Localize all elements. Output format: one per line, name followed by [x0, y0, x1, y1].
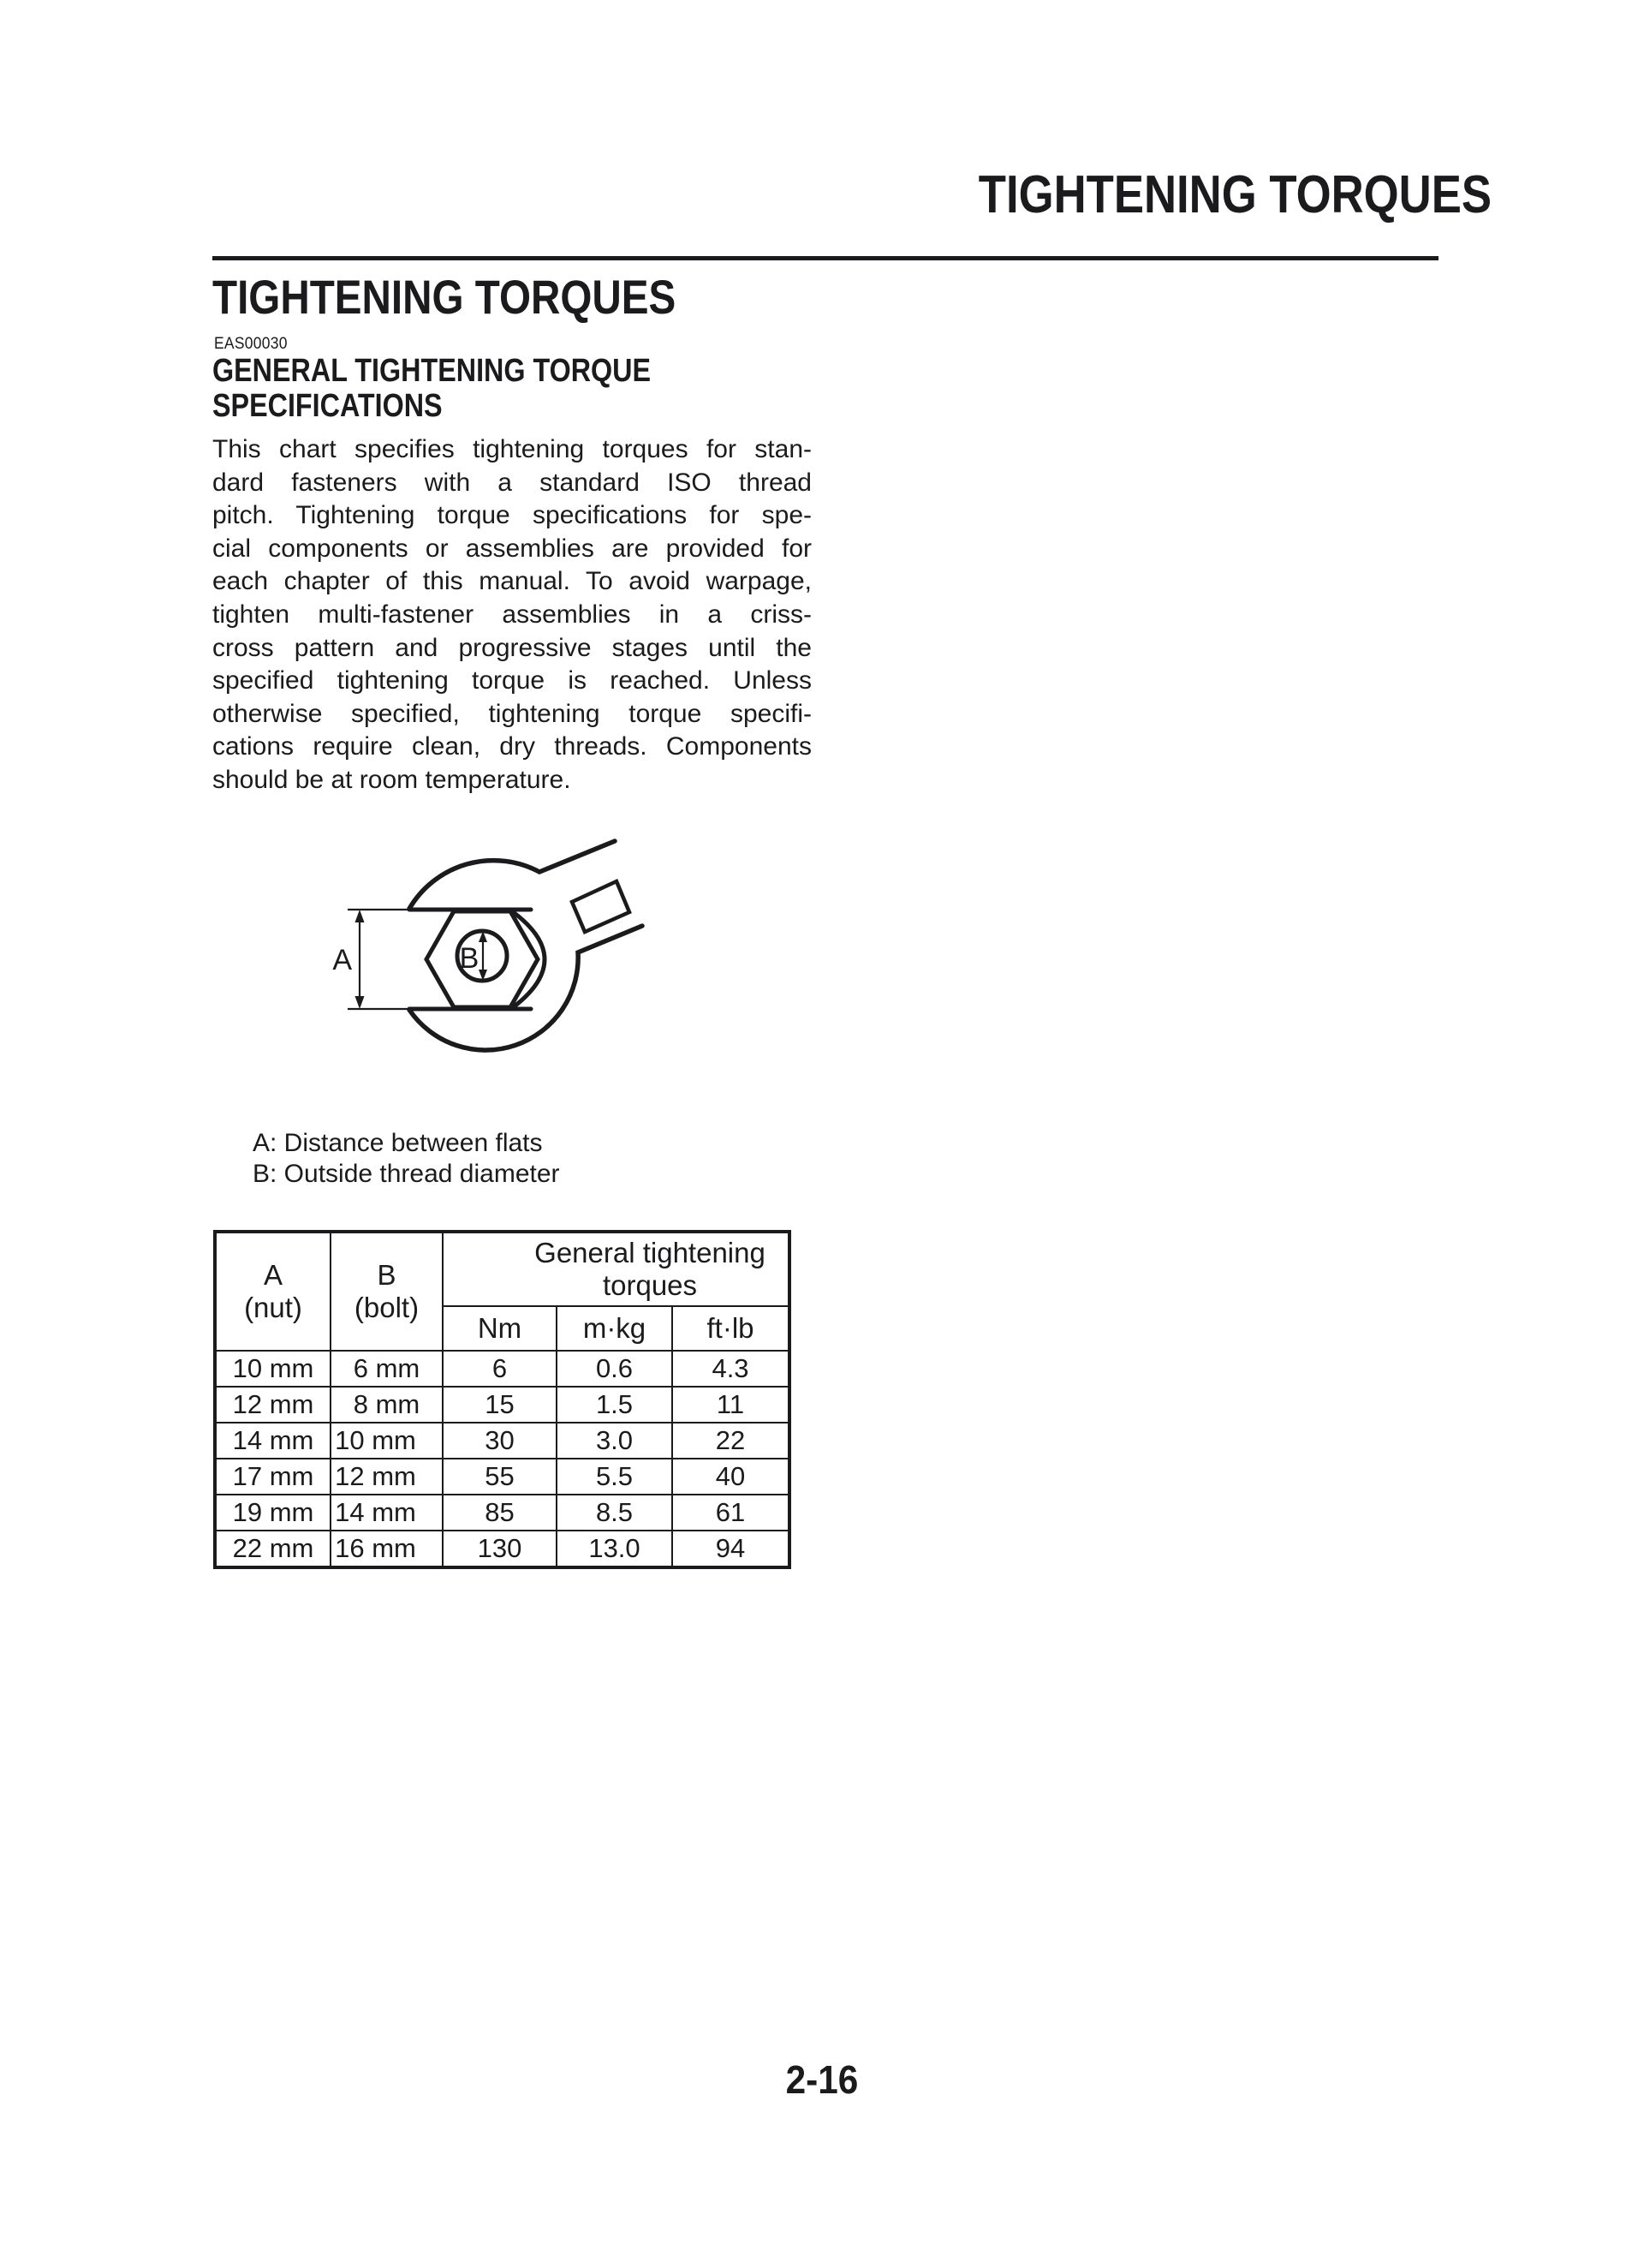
unit-header-ftlb: ft·lb [672, 1306, 789, 1351]
cell-mkg: 5.5 [557, 1459, 672, 1495]
table-row [215, 1423, 789, 1459]
group-header-general-tightening-torques [443, 1232, 789, 1306]
cell-ftlb: 4.3 [672, 1351, 789, 1387]
section-code: EAS00030 [214, 335, 288, 353]
table-header-row-1 [215, 1232, 789, 1306]
cell-nm: 85 [443, 1495, 557, 1531]
cell-nm: 30 [443, 1423, 557, 1459]
cell-a: 14 mm [215, 1423, 331, 1459]
cell-mkg: 3.0 [557, 1423, 672, 1459]
cell-b-value: 12 mm [335, 1461, 416, 1491]
page-number: 2-16 [785, 2057, 859, 2102]
col-header-b-line2: (bolt) [354, 1292, 420, 1323]
cell-b [331, 1459, 443, 1495]
torque-table [213, 1230, 791, 1569]
paragraph-line: tighten multi-fastener assemblies in a criss- [212, 600, 812, 629]
cell-nm: 15 [443, 1387, 557, 1423]
dim-label-b: B [459, 942, 480, 975]
cell-a: 12 mm [215, 1387, 331, 1423]
cell-a: 10 mm [215, 1351, 331, 1387]
dim-a-arrowhead-bottom [355, 996, 365, 1009]
cell-b: 6 mm [331, 1351, 443, 1387]
cell-mkg: 1.5 [557, 1387, 672, 1423]
wrench-top-outline [409, 841, 615, 909]
paragraph-line: cross pattern and progressive stages until the [212, 633, 812, 662]
wrench-diagram-svg [325, 822, 754, 1096]
cell-mkg: 8.5 [557, 1495, 672, 1531]
cell-mkg: 0.6 [557, 1351, 672, 1387]
unit-header-nm: Nm [443, 1306, 557, 1351]
cell-b [331, 1531, 443, 1567]
table-row [215, 1387, 789, 1423]
table-row [215, 1459, 789, 1495]
cell-a: 22 mm [215, 1531, 331, 1567]
figure-caption-b: B: Outside thread diameter [253, 1159, 560, 1188]
cell-ftlb: 94 [672, 1531, 789, 1567]
col-header-a-line1: A [263, 1259, 283, 1291]
cell-b [331, 1423, 443, 1459]
wrench-diagram [325, 822, 754, 1101]
col-header-b-line1: B [377, 1259, 396, 1291]
cell-a: 19 mm [215, 1495, 331, 1531]
cell-ftlb: 40 [672, 1459, 789, 1495]
subsection-title-line1: GENERAL TIGHTENING TORQUE [212, 353, 652, 389]
paragraph-line: each chapter of this manual. To avoid warpage, [212, 567, 812, 596]
group-header-line2: torques [602, 1269, 698, 1301]
paragraph-line: cations require clean, dry threads. Components [212, 732, 812, 761]
section-title: TIGHTENING TORQUES [212, 270, 676, 324]
subsection-title-line2: SPECIFICATIONS [212, 388, 443, 424]
cell-mkg: 13.0 [557, 1531, 672, 1567]
cell-nm: 130 [443, 1531, 557, 1567]
figure-captions [253, 1128, 560, 1189]
paragraph-line: specified tightening torque is reached. Unless [212, 666, 812, 695]
handle-slot [572, 881, 629, 932]
running-header-title: TIGHTENING TORQUES [978, 165, 1492, 224]
table-row [215, 1351, 789, 1387]
paragraph-line: This chart specifies tightening torques for stan- [212, 435, 812, 463]
cell-a: 17 mm [215, 1459, 331, 1495]
col-header-a-nut [215, 1232, 331, 1351]
paragraph-line: dard fasteners with a standard ISO thread [212, 468, 812, 497]
col-header-a-line2: (nut) [244, 1292, 302, 1323]
unit-header-mkg: m·kg [557, 1306, 672, 1351]
table-row [215, 1531, 789, 1567]
subsection-title [212, 354, 728, 424]
dim-label-a: A [332, 944, 352, 976]
cell-b-value: 14 mm [335, 1497, 416, 1527]
paragraph-line: pitch. Tightening torque specifications for spe- [212, 501, 812, 530]
cell-b-value: 10 mm [335, 1425, 416, 1455]
torque-spec-table [213, 1230, 791, 1569]
col-header-b-bolt [331, 1232, 443, 1351]
group-header-line1: General tightening [534, 1237, 765, 1268]
cell-b [331, 1495, 443, 1531]
figure-caption-a: A: Distance between flats [253, 1129, 543, 1157]
cell-ftlb: 11 [672, 1387, 789, 1423]
cell-ftlb: 22 [672, 1423, 789, 1459]
cell-b-value: 16 mm [335, 1533, 416, 1563]
body-paragraph [212, 433, 812, 797]
cell-nm: 55 [443, 1459, 557, 1495]
dim-a-arrowhead-top [355, 910, 365, 922]
paragraph-line: otherwise specified, tightening torque specifi- [212, 699, 812, 728]
paragraph-line: cial components or assemblies are provided for [212, 534, 812, 563]
header-rule [212, 256, 1438, 260]
table-row [215, 1495, 789, 1531]
paragraph-line: should be at room temperature. [212, 765, 571, 794]
cell-ftlb: 61 [672, 1495, 789, 1531]
cell-b: 8 mm [331, 1387, 443, 1423]
cell-nm: 6 [443, 1351, 557, 1387]
